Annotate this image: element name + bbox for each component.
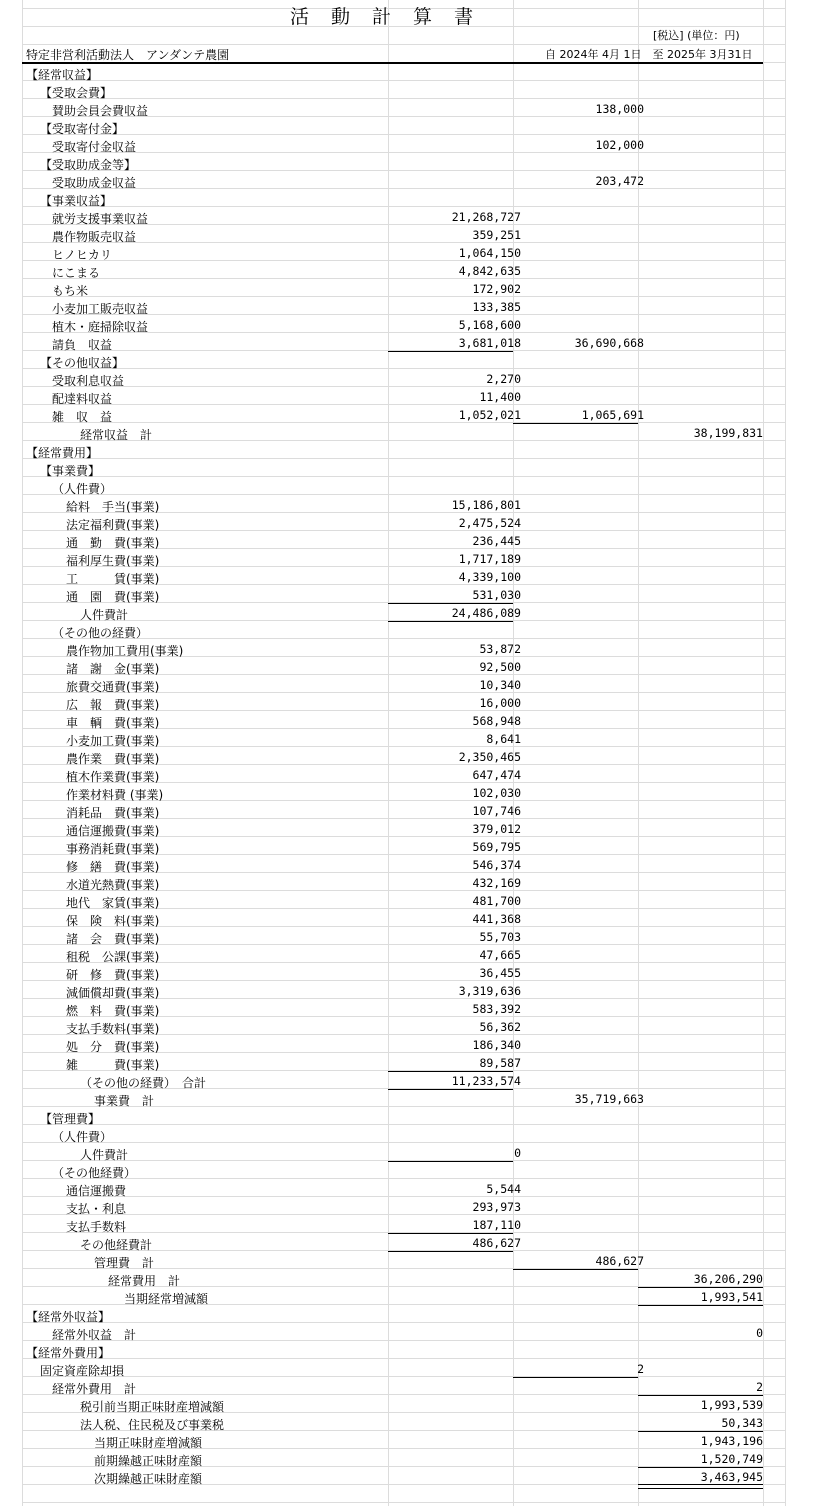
amount-c1: 11,400	[479, 390, 521, 404]
amount-c1: 107,746	[472, 804, 521, 818]
row-label: 植木作業費(事業)	[66, 770, 160, 784]
row-label: 減価償却費(事業)	[66, 986, 160, 1000]
row-label: 賛助会員会費収益	[52, 104, 149, 118]
amount-c1: 5,544	[486, 1182, 521, 1196]
amount-c2: 486,627	[595, 1254, 644, 1268]
amount-c1: 441,368	[472, 912, 521, 926]
row-label: 請負 収益	[52, 338, 113, 352]
amount-c1: 432,169	[472, 876, 521, 890]
statement-row	[22, 910, 785, 928]
row-label: 支払・利息	[66, 1202, 127, 1216]
amount-c1: 5,168,600	[458, 318, 521, 332]
amount-c1: 0	[514, 1146, 521, 1160]
statement-row	[22, 1126, 785, 1144]
row-label: 農作物加工費用(事業)	[66, 644, 184, 658]
statement-row	[22, 442, 785, 460]
amount-c1: 8,641	[486, 732, 521, 746]
row-label: （人件費）	[52, 482, 113, 496]
statement-row	[22, 262, 785, 280]
statement-row	[22, 1108, 785, 1126]
amount-c1: 4,339,100	[458, 570, 521, 584]
amount-c1: 133,385	[472, 300, 521, 314]
statement-row	[22, 460, 785, 478]
statement-row	[22, 64, 785, 82]
unit-note: [税込] (単位：円)	[653, 29, 740, 42]
row-label: その他経費計	[80, 1238, 153, 1252]
row-label: 【管理費】	[40, 1112, 101, 1126]
statement-row	[22, 136, 785, 154]
statement-row	[22, 280, 785, 298]
row-label: 【事業収益】	[40, 194, 113, 208]
statement-row	[22, 1396, 785, 1414]
row-label: 人件費計	[80, 608, 129, 622]
amount-c1: 56,362	[479, 1020, 521, 1034]
row-label: 作業材料費 (事業)	[66, 788, 164, 802]
row-label: 旅費交通費(事業)	[66, 680, 160, 694]
amount-c1: 486,627	[472, 1236, 521, 1250]
statement-row	[22, 82, 785, 100]
grid-row-line	[22, 1502, 785, 1503]
statement-row	[22, 1378, 785, 1396]
row-label: 雑 費(事業)	[66, 1058, 160, 1072]
statement-row	[22, 190, 785, 208]
amount-c1: 92,500	[479, 660, 521, 674]
statement-row	[22, 100, 785, 118]
statement-row	[22, 1198, 785, 1216]
statement-row	[22, 1342, 785, 1360]
amount-c1: 568,948	[472, 714, 521, 728]
row-label: 処 分 費(事業)	[66, 1040, 160, 1054]
amount-c1: 55,703	[479, 930, 521, 944]
row-label: 小麦加工販売収益	[52, 302, 149, 316]
statement-row	[22, 964, 785, 982]
amount-c3: 1,520,749	[700, 1452, 763, 1466]
amount-c2: 203,472	[595, 174, 644, 188]
statement-row	[22, 676, 785, 694]
statement-row	[22, 550, 785, 568]
row-label: 【事業費】	[40, 464, 101, 478]
statement-row	[22, 766, 785, 784]
amount-c1: 569,795	[472, 840, 521, 854]
row-label: 事業費 計	[94, 1094, 155, 1108]
fiscal-period: 自 2024年 4月 1日 至 2025年 3月31日	[545, 48, 753, 61]
statement-row	[22, 1072, 785, 1090]
amount-c1: 24,486,089	[451, 606, 521, 620]
amount-c1: 102,030	[472, 786, 521, 800]
statement-row	[22, 784, 785, 802]
statement-row	[22, 1414, 785, 1432]
row-label: 諸 会 費(事業)	[66, 932, 160, 946]
row-label: 水道光熱費(事業)	[66, 878, 160, 892]
row-label: ヒノヒカリ	[52, 248, 112, 262]
statement-row	[22, 1252, 785, 1270]
statement-row	[22, 946, 785, 964]
statement-row	[22, 316, 785, 334]
statement-row	[22, 118, 785, 136]
amount-c1: 36,455	[479, 966, 521, 980]
row-label: 管理費 計	[94, 1256, 155, 1270]
amount-c3: 2	[756, 1380, 763, 1394]
amount-c3: 1,993,539	[700, 1398, 763, 1412]
grid-column-line	[785, 0, 786, 1506]
row-label: 通信運搬費(事業)	[66, 824, 160, 838]
statement-row	[22, 856, 785, 874]
amount-c1: 1,064,150	[458, 246, 521, 260]
statement-row	[22, 622, 785, 640]
row-label: 【経常収益】	[26, 68, 99, 82]
statement-row	[22, 712, 785, 730]
statement-row	[22, 1270, 785, 1288]
row-label: 工 賃(事業)	[66, 572, 160, 586]
statement-row	[22, 244, 785, 262]
statement-row	[22, 694, 785, 712]
row-label: 当期正味財産増減額	[94, 1436, 203, 1450]
row-label: 【その他収益】	[40, 356, 125, 370]
amount-c1: 236,445	[472, 534, 521, 548]
amount-c2: 36,690,668	[574, 336, 644, 350]
statement-row	[22, 568, 785, 586]
row-label: 経常収益 計	[80, 428, 153, 442]
statement-row	[22, 1450, 785, 1468]
row-label: 地代 家賃(事業)	[66, 896, 160, 910]
statement-row	[22, 1180, 785, 1198]
statement-row	[22, 1306, 785, 1324]
statement-row	[22, 1216, 785, 1234]
amount-c3: 1,993,541	[700, 1290, 763, 1304]
amount-c1: 21,268,727	[451, 210, 521, 224]
statement-row	[22, 1054, 785, 1072]
row-label: 経常外費用 計	[52, 1382, 137, 1396]
amount-c1: 1,052,021	[458, 408, 521, 422]
amount-c3: 50,343	[721, 1416, 763, 1430]
amount-c2: 138,000	[595, 102, 644, 116]
amount-c1: 531,030	[472, 588, 521, 602]
statement-row	[22, 640, 785, 658]
row-label: （その他経費）	[52, 1166, 137, 1180]
amount-c1: 16,000	[479, 696, 521, 710]
statement-row	[22, 586, 785, 604]
amount-c1: 3,319,636	[458, 984, 521, 998]
amount-c1: 11,233,574	[451, 1074, 521, 1088]
row-label: 【受取会費】	[40, 86, 113, 100]
amount-c3: 3,463,945	[700, 1470, 763, 1484]
amount-c2: 35,719,663	[574, 1092, 644, 1106]
statement-row	[22, 370, 785, 388]
statement-row	[22, 874, 785, 892]
amount-c1: 379,012	[472, 822, 521, 836]
row-label: 経常費用 計	[108, 1274, 181, 1288]
row-label: 経常外収益 計	[52, 1328, 137, 1342]
grid-row-line	[22, 44, 785, 45]
row-label: 税引前当期正味財産増減額	[80, 1400, 225, 1414]
row-label: （その他の経費） 合計	[80, 1076, 207, 1090]
row-label: 事務消耗費(事業)	[66, 842, 160, 856]
row-label: 雑 収 益	[52, 410, 113, 424]
row-label: 人件費計	[80, 1148, 129, 1162]
row-label: もち米	[52, 284, 89, 298]
row-label: 支払手数料	[66, 1220, 127, 1234]
row-label: （人件費）	[52, 1130, 113, 1144]
statement-row	[22, 748, 785, 766]
row-label: 【経常費用】	[26, 446, 99, 460]
row-label: 【受取寄付金】	[40, 122, 125, 136]
amount-c1: 583,392	[472, 1002, 521, 1016]
statement-row	[22, 604, 785, 622]
row-label: 受取利息収益	[52, 374, 125, 388]
amount-c1: 53,872	[479, 642, 521, 656]
row-label: （その他の経費）	[52, 626, 149, 640]
amount-c1: 546,374	[472, 858, 521, 872]
row-label: 【受取助成金等】	[40, 158, 137, 172]
statement-row	[22, 496, 785, 514]
amount-c3: 36,206,290	[693, 1272, 763, 1286]
row-label: 次期繰越正味財産額	[94, 1472, 203, 1486]
document-title: 活動計算書	[290, 6, 496, 28]
row-label: 小麦加工費(事業)	[66, 734, 160, 748]
row-label: 給料 手当(事業)	[66, 500, 160, 514]
statement-row	[22, 172, 785, 190]
statement-row	[22, 532, 785, 550]
row-label: 通信運搬費	[66, 1184, 127, 1198]
amount-c1: 647,474	[472, 768, 521, 782]
amount-c2: 102,000	[595, 138, 644, 152]
amount-c3: 38,199,831	[693, 426, 763, 440]
statement-row	[22, 838, 785, 856]
statement-row	[22, 406, 785, 424]
statement-row	[22, 298, 785, 316]
statement-row	[22, 478, 785, 496]
statement-row	[22, 154, 785, 172]
statement-row	[22, 820, 785, 838]
statement-row	[22, 514, 785, 532]
row-label: 配達料収益	[52, 392, 113, 406]
statement-row	[22, 892, 785, 910]
statement-row	[22, 1036, 785, 1054]
statement-row	[22, 388, 785, 406]
amount-c1: 186,340	[472, 1038, 521, 1052]
amount-c1: 2,350,465	[458, 750, 521, 764]
row-label: 受取寄付金収益	[52, 140, 137, 154]
organization-name: 特定非営利活動法人 アンダンテ農園	[26, 48, 230, 62]
amount-c1: 187,110	[472, 1218, 521, 1232]
row-label: 法人税、住民税及び事業税	[80, 1418, 225, 1432]
statement-row	[22, 1090, 785, 1108]
statement-row	[22, 1000, 785, 1018]
row-label: 消耗品 費(事業)	[66, 806, 160, 820]
amount-c1: 2,475,524	[458, 516, 521, 530]
amount-c3: 1,943,196	[700, 1434, 763, 1448]
row-label: 広 報 費(事業)	[66, 698, 160, 712]
statement-row	[22, 352, 785, 370]
amount-c1: 481,700	[472, 894, 521, 908]
row-label: 通 園 費(事業)	[66, 590, 160, 604]
amount-c1: 3,681,018	[458, 336, 521, 350]
row-label: 保 険 料(事業)	[66, 914, 160, 928]
statement-row	[22, 730, 785, 748]
row-label: 【経常外収益】	[26, 1310, 111, 1324]
amount-c1: 15,186,801	[451, 498, 521, 512]
statement-row	[22, 982, 785, 1000]
statement-row	[22, 1432, 785, 1450]
amount-c2: 1,065,691	[581, 408, 644, 422]
row-label: 燃 料 費(事業)	[66, 1004, 160, 1018]
row-label: 就労支援事業収益	[52, 212, 149, 226]
row-label: 固定資産除却損	[40, 1364, 125, 1378]
statement-row	[22, 226, 785, 244]
statement-row	[22, 424, 785, 442]
statement-row	[22, 1162, 785, 1180]
double-underline-rule	[638, 1484, 763, 1489]
statement-row	[22, 1360, 785, 1378]
row-label: 福利厚生費(事業)	[66, 554, 160, 568]
statement-row	[22, 1144, 785, 1162]
statement-row	[22, 802, 785, 820]
statement-row	[22, 1324, 785, 1342]
statement-row	[22, 658, 785, 676]
amount-c1: 1,717,189	[458, 552, 521, 566]
row-label: 受取助成金収益	[52, 176, 137, 190]
row-label: にこまる	[52, 266, 101, 280]
row-label: 【経常外費用】	[26, 1346, 111, 1360]
row-label: 法定福利費(事業)	[66, 518, 160, 532]
amount-c1: 359,251	[472, 228, 521, 242]
row-label: 農作業 費(事業)	[66, 752, 160, 766]
statement-row	[22, 1018, 785, 1036]
row-label: 当期経常増減額	[124, 1292, 209, 1306]
amount-c1: 2,270	[486, 372, 521, 386]
amount-c1: 89,587	[479, 1056, 521, 1070]
amount-c1: 293,973	[472, 1200, 521, 1214]
row-label: 農作物販売収益	[52, 230, 137, 244]
row-label: 支払手数料(事業)	[66, 1022, 160, 1036]
statement-row	[22, 1468, 785, 1486]
row-label: 前期繰越正味財産額	[94, 1454, 203, 1468]
row-label: 研 修 費(事業)	[66, 968, 160, 982]
amount-c1: 172,902	[472, 282, 521, 296]
amount-c3: 0	[756, 1326, 763, 1340]
amount-c1: 47,665	[479, 948, 521, 962]
row-label: 車 輌 費(事業)	[66, 716, 160, 730]
amount-c1: 4,842,635	[458, 264, 521, 278]
row-label: 租税 公課(事業)	[66, 950, 160, 964]
row-label: 修 繕 費(事業)	[66, 860, 160, 874]
statement-row	[22, 928, 785, 946]
statement-row	[22, 1234, 785, 1252]
statement-row	[22, 1288, 785, 1306]
row-label: 通 勤 費(事業)	[66, 536, 160, 550]
row-label: 植木・庭掃除収益	[52, 320, 149, 334]
row-label: 諸 謝 金(事業)	[66, 662, 160, 676]
amount-c2: 2	[637, 1362, 644, 1376]
statement-row	[22, 334, 785, 352]
statement-row	[22, 208, 785, 226]
amount-c1: 10,340	[479, 678, 521, 692]
